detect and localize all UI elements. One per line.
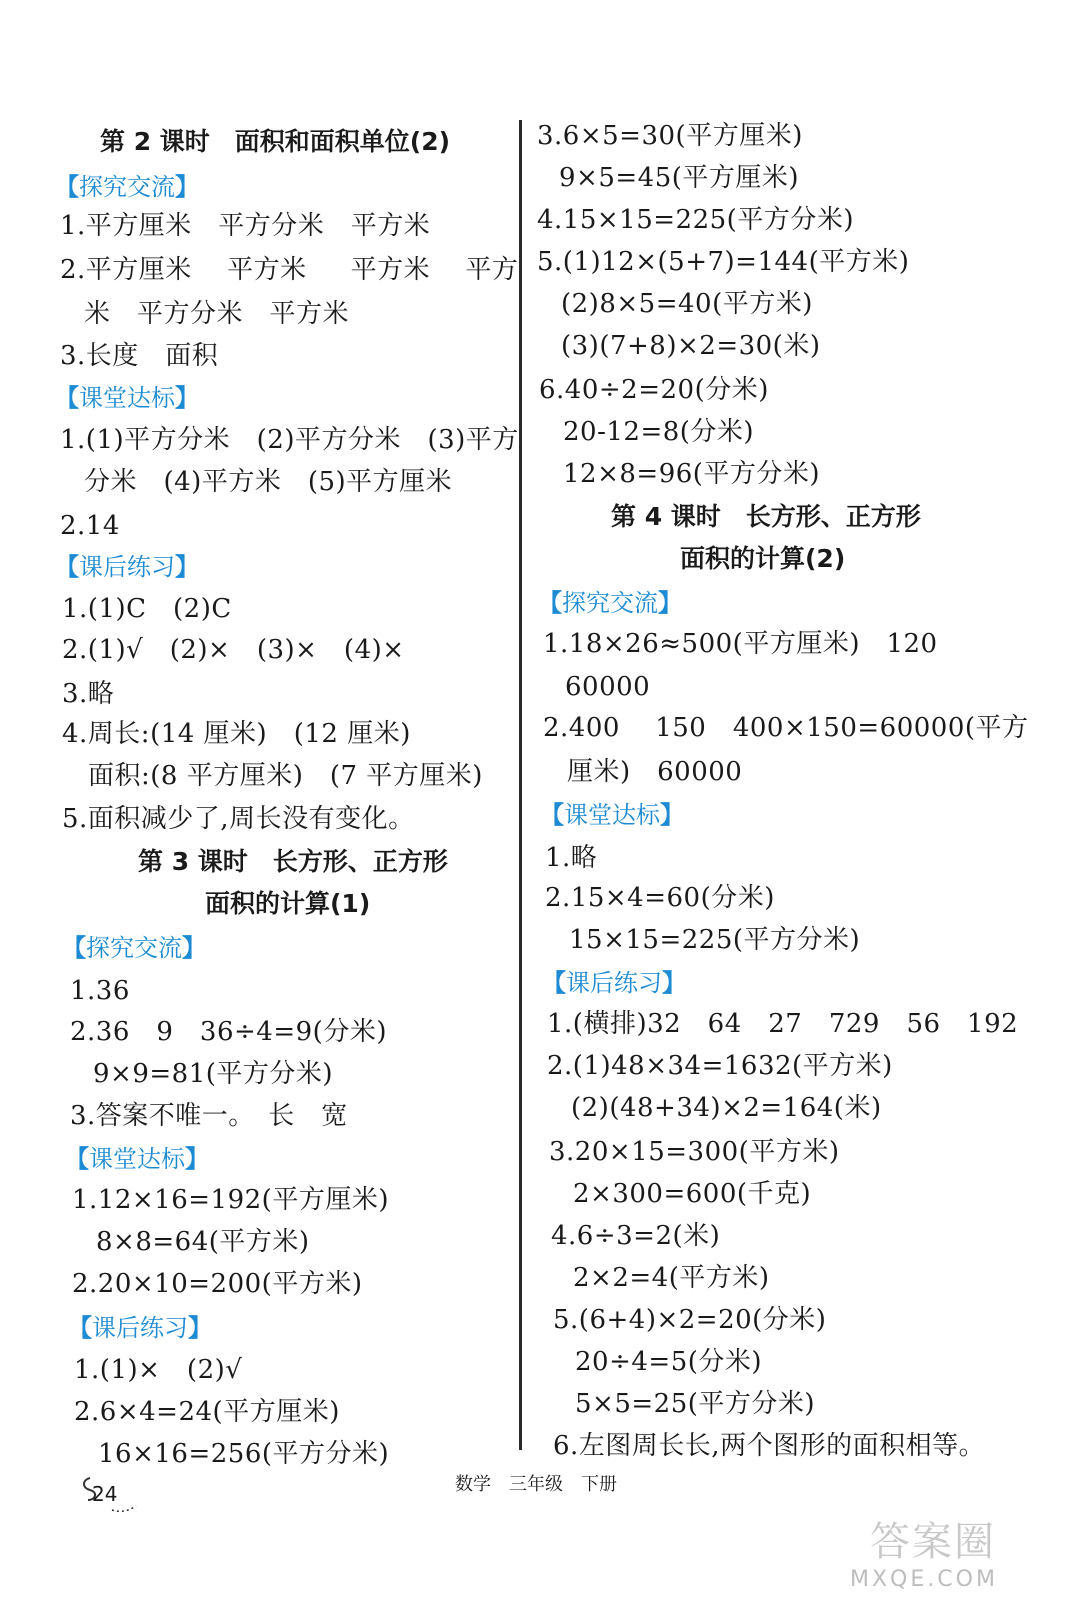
answer-line: 3.长度 面积 bbox=[60, 341, 219, 371]
answer-line: 4.15×15=225(平方分米) bbox=[537, 205, 854, 235]
answer-line: (2)(48+34)×2=164(米) bbox=[571, 1093, 882, 1123]
answer-line: 2.6×4=24(平方厘米) bbox=[74, 1397, 340, 1427]
answer-line: 8×8=64(平方米) bbox=[96, 1227, 310, 1257]
answer-line: 2.15×4=60(分米) bbox=[545, 883, 775, 913]
column-divider bbox=[519, 120, 522, 1450]
watermark-logo: 答案圈 bbox=[870, 1519, 996, 1565]
answer-line: 分米 (4)平方米 (5)平方厘米 bbox=[84, 467, 453, 497]
section-tag-ketang: 【课堂达标】 bbox=[65, 1145, 209, 1173]
answer-line: 2.平方厘米 平方米 平方米 平方 bbox=[60, 255, 519, 285]
answer-line: 3.略 bbox=[62, 679, 115, 709]
answer-line: 1.(1)C (2)C bbox=[62, 594, 232, 624]
answer-line: (2)8×5=40(平方米) bbox=[561, 289, 813, 319]
answer-line: 1.18×26≈500(平方厘米) 120 bbox=[543, 629, 938, 659]
section-tag-kehou: 【课后练习】 bbox=[542, 969, 686, 997]
answer-line: 1.(1)平方分米 (2)平方分米 (3)平方 bbox=[60, 425, 519, 455]
section-tag-tanjiu: 【探究交流】 bbox=[55, 173, 199, 201]
answer-line: 5.(6+4)×2=20(分米) bbox=[553, 1305, 827, 1335]
answer-line: 20÷4=5(分米) bbox=[575, 1347, 763, 1377]
page-number: 24 bbox=[92, 1482, 118, 1506]
answer-line: 60000 bbox=[565, 672, 651, 702]
answer-line: 5.(1)12×(5+7)=144(平方米) bbox=[537, 247, 910, 277]
lesson3-title: 第 3 课时 长方形、正方形 bbox=[138, 847, 448, 876]
lesson2-title: 第 2 课时 面积和面积单位(2) bbox=[100, 127, 451, 156]
answer-line: 2.400 150 400×150=60000(平方 bbox=[543, 713, 1029, 743]
answer-line: 16×16=256(平方分米) bbox=[98, 1439, 390, 1469]
section-tag-kehou: 【课后练习】 bbox=[68, 1314, 212, 1342]
answer-line: 2.14 bbox=[60, 511, 120, 541]
answer-line: 厘米) 60000 bbox=[567, 757, 743, 787]
watermark bbox=[850, 1510, 998, 1592]
section-tag-ketang: 【课堂达标】 bbox=[540, 801, 684, 829]
watermark-text: MXQE.COM bbox=[850, 1567, 998, 1592]
lesson4-subtitle: 面积的计算(2) bbox=[680, 544, 846, 573]
answer-line: 12×8=96(平方分米) bbox=[563, 459, 821, 489]
answer-line: 3.答案不唯一。 长 宽 bbox=[70, 1101, 348, 1131]
answer-line: 2.20×10=200(平方米) bbox=[72, 1269, 363, 1299]
answer-line: 米 平方分米 平方米 bbox=[84, 299, 350, 329]
section-tag-tanjiu: 【探究交流】 bbox=[62, 934, 206, 962]
answer-line: 6.40÷2=20(分米) bbox=[539, 375, 769, 405]
answer-line: 1.(横排)32 64 27 729 56 192 bbox=[547, 1009, 1019, 1039]
answer-line: 1.(1)× (2)√ bbox=[74, 1355, 243, 1385]
answer-line: 6.左图周长长,两个图形的面积相等。 bbox=[553, 1431, 986, 1461]
section-tag-kehou: 【课后练习】 bbox=[55, 553, 199, 581]
answer-line: 4.周长:(14 厘米) (12 厘米) bbox=[62, 719, 411, 749]
answer-line: 5×5=25(平方分米) bbox=[575, 1389, 816, 1419]
answer-line: 1.36 bbox=[70, 976, 130, 1006]
lesson4-title: 第 4 课时 长方形、正方形 bbox=[611, 502, 921, 531]
answer-line: 3.20×15=300(平方米) bbox=[549, 1137, 840, 1167]
answer-line: 面积:(8 平方厘米) (7 平方厘米) bbox=[88, 761, 483, 791]
lesson3-subtitle: 面积的计算(1) bbox=[205, 889, 371, 918]
section-tag-tanjiu: 【探究交流】 bbox=[538, 589, 682, 617]
answer-line: 1.略 bbox=[545, 843, 598, 873]
answer-line: 2.36 9 36÷4=9(分米) bbox=[70, 1017, 387, 1047]
answer-line: 9×5=45(平方厘米) bbox=[559, 163, 800, 193]
answer-line: 9×9=81(平方分米) bbox=[93, 1059, 334, 1089]
answer-line: 2.(1)48×34=1632(平方米) bbox=[547, 1051, 893, 1081]
answer-line: 2×300=600(千克) bbox=[573, 1179, 812, 1209]
answer-line: 2×2=4(平方米) bbox=[573, 1263, 770, 1293]
answer-line: 1.平方厘米 平方分米 平方米 bbox=[60, 211, 431, 241]
answer-line: (3)(7+8)×2=30(米) bbox=[561, 331, 821, 361]
answer-line: 15×15=225(平方分米) bbox=[569, 925, 861, 955]
answer-line: 3.6×5=30(平方厘米) bbox=[537, 121, 803, 151]
section-tag-ketang: 【课堂达标】 bbox=[55, 384, 199, 412]
answer-line: 4.6÷3=2(米) bbox=[551, 1221, 721, 1251]
book-footer: 数学 三年级 下册 bbox=[455, 1474, 617, 1495]
answer-line: 5.面积减少了,周长没有变化。 bbox=[62, 804, 415, 834]
answer-line: 2.(1)√ (2)× (3)× (4)× bbox=[62, 635, 405, 665]
answer-line: 1.12×16=192(平方厘米) bbox=[72, 1185, 389, 1215]
answer-line: 20-12=8(分米) bbox=[563, 417, 755, 447]
